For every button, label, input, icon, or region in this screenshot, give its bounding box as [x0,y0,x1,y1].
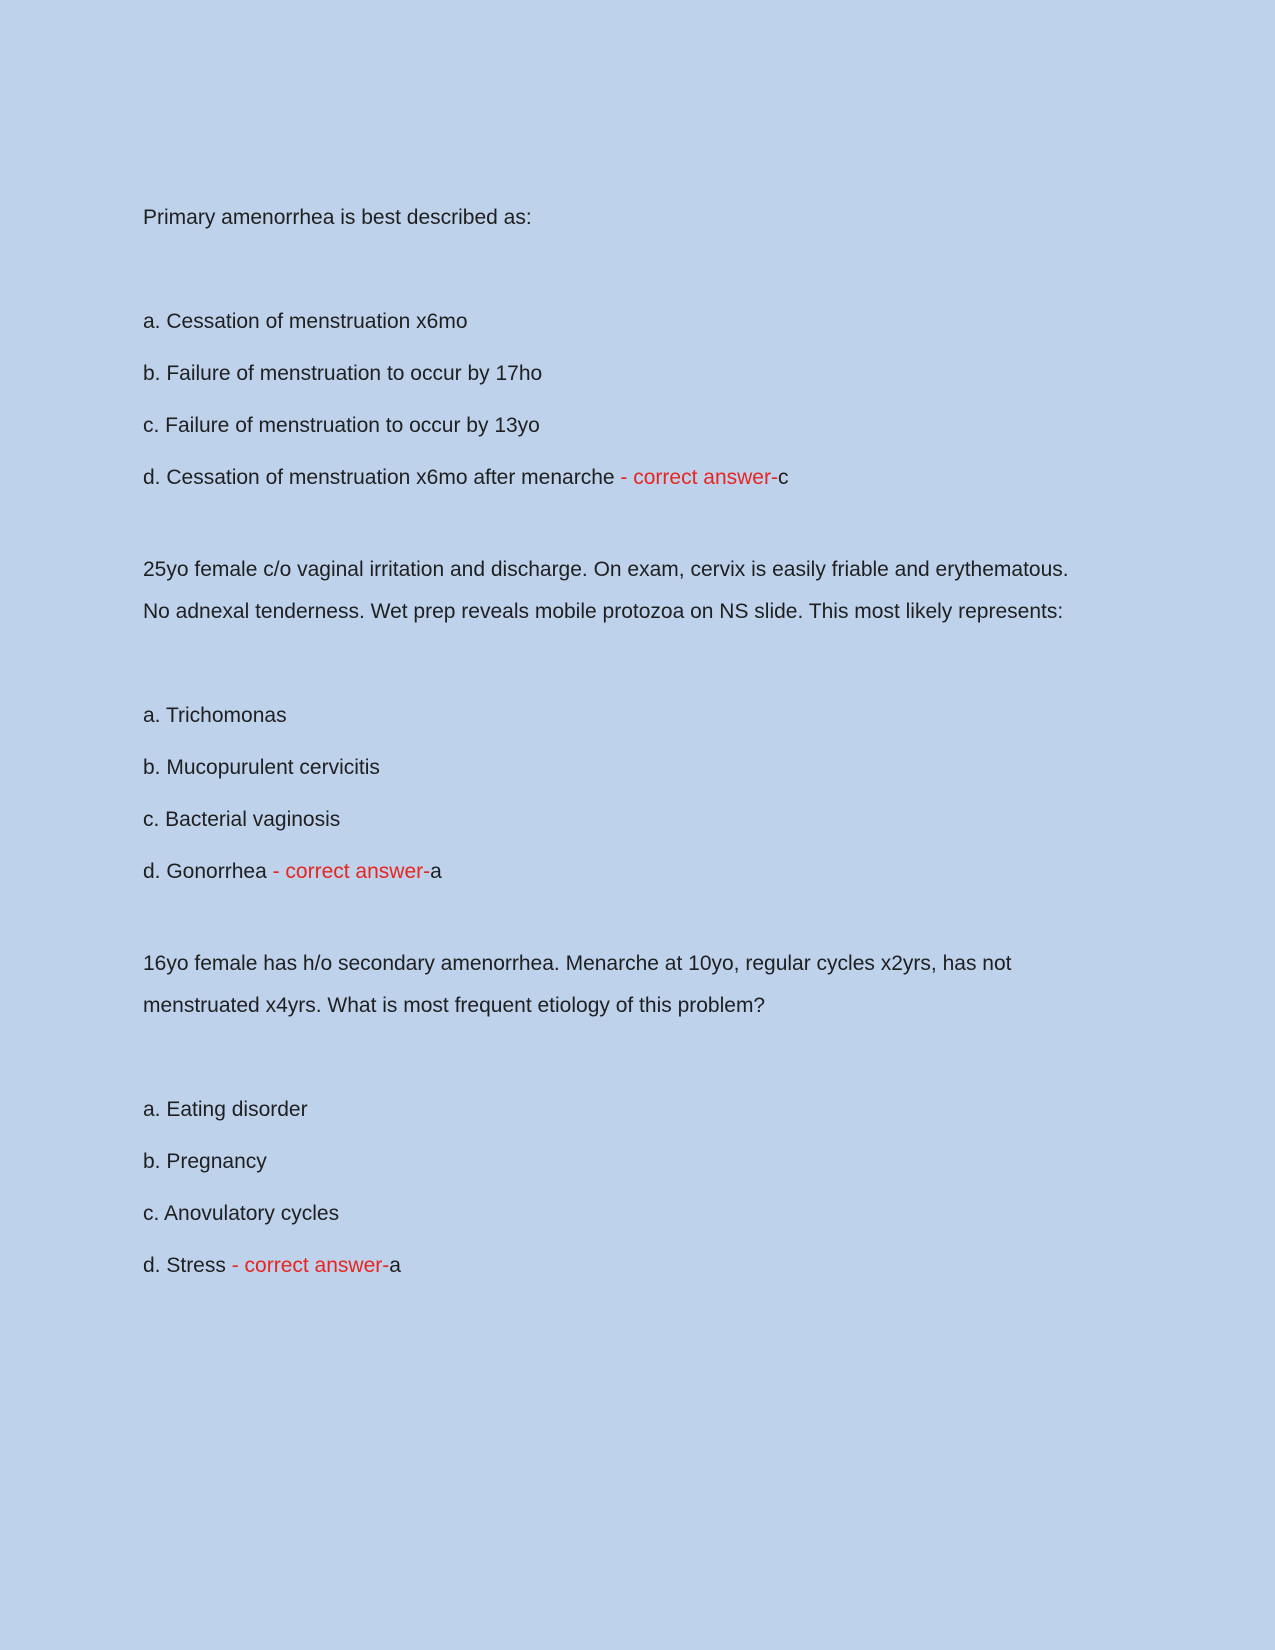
question-prompt: Primary amenorrhea is best described as: [143,206,532,229]
option-line-with-answer [143,851,1073,893]
option-line [143,799,1073,841]
question-block [143,943,1073,1287]
option-text: a. Cessation of menstruation x6mo [143,310,468,333]
document-content [143,197,1073,1287]
option-text: a. Eating disorder [143,1098,308,1121]
option-text: d. Stress [143,1254,226,1277]
option-text: d. Gonorrhea [143,860,267,883]
correct-answer-marker: - correct answer- [231,1254,390,1277]
correct-answer-marker: - correct answer- [272,860,431,883]
option-text: b. Failure of menstruation to occur by 17ho [143,362,543,385]
option-line-with-answer [143,457,1073,499]
option-text: c. Anovulatory cycles [143,1202,340,1225]
option-line [143,405,1073,447]
question-block [143,197,1073,499]
option-text: b. Mucopurulent cervicitis [143,756,380,779]
question-prompt: 25yo female c/o vaginal irritation and discharge. On exam, cervix is easily friable and erythematous. No adnexal tenderness. Wet prep reveals mobile protozoa on NS slide. This most likely represents: [143,558,1069,623]
question-block [143,549,1073,893]
option-text: c. Failure of menstruation to occur by 13yo [143,414,540,437]
option-text: c. Bacterial vaginosis [143,808,341,831]
question-prompt: 16yo female has h/o secondary amenorrhea. Menarche at 10yo, regular cycles x2yrs, has not menstruated x4yrs. What is most frequent etiology of this problem? [143,952,1012,1017]
option-line [143,747,1073,789]
option-line [143,1141,1073,1183]
option-line [143,301,1073,343]
correct-answer-letter: c [777,466,789,489]
correct-answer-letter: a [430,860,442,883]
option-line [143,1089,1073,1131]
option-line-with-answer [143,1245,1073,1287]
correct-answer-letter: a [389,1254,401,1277]
option-text: d. Cessation of menstruation x6mo after menarche [143,466,615,489]
option-text: b. Pregnancy [143,1150,267,1173]
option-text: a. Trichomonas [143,704,287,727]
option-line [143,1193,1073,1235]
correct-answer-marker: - correct answer- [620,466,778,489]
option-line [143,695,1073,737]
option-line [143,353,1073,395]
